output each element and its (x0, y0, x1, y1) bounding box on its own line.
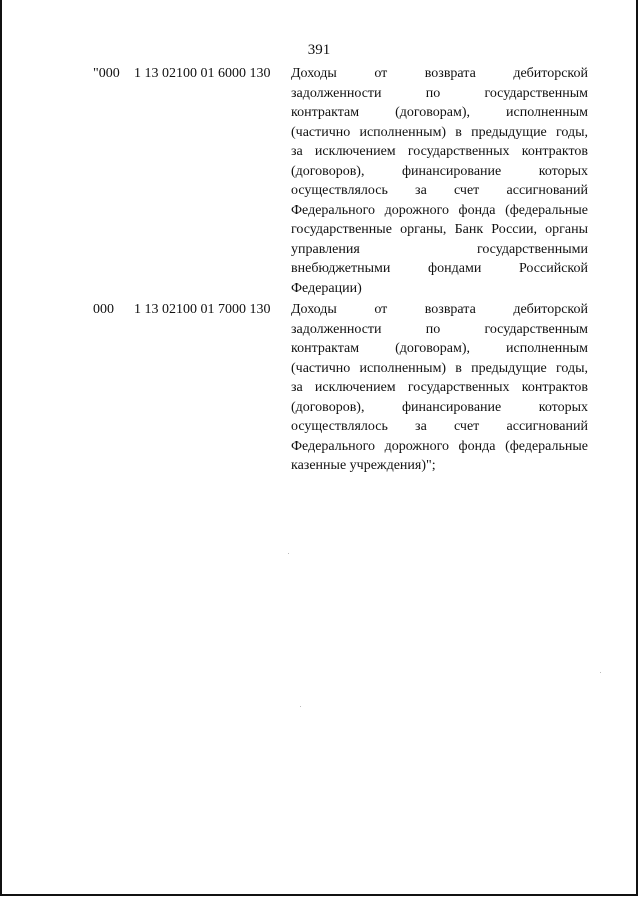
page-number: 391 (307, 42, 331, 58)
scan-speck (600, 672, 601, 673)
description-line: Федерации) (291, 280, 362, 296)
description-line: (частично исполненным) в предыдущие годы, (291, 360, 588, 376)
description-line: Федерального дорожного фонда (федеральные (291, 438, 588, 454)
scan-speck (300, 706, 301, 707)
entry-description (291, 64, 588, 298)
description-line: осуществлялось за счет ассигнований (291, 183, 588, 198)
scan-speck (288, 553, 289, 554)
description-line: (договоров), финансирование которых (291, 399, 588, 415)
entry-description (291, 300, 588, 476)
description-line: осуществлялось за счет ассигнований (291, 419, 588, 434)
description-line: Федерального дорожного фонда (федеральные (291, 202, 588, 218)
description-line: Доходы от возврата дебиторской (291, 302, 588, 317)
description-line: Доходы от возврата дебиторской (291, 66, 588, 81)
description-line: за исключением государственных контрактов (291, 144, 588, 159)
description-line: за исключением государственных контрактов (291, 380, 588, 395)
description-line: государственные органы, Банк России, органы (291, 222, 588, 237)
description-line: задолженности по государственным (291, 321, 588, 337)
kbk-code: 1 13 02100 01 6000 130 (134, 66, 271, 81)
admin-code: "000 (93, 66, 120, 81)
description-line: задолженности по государственным (291, 85, 588, 101)
admin-code: 000 (93, 302, 114, 317)
description-line: контрактам (договорам), исполненным (291, 105, 588, 120)
description-line: (частично исполненным) в предыдущие годы, (291, 124, 588, 140)
description-line: казенные учреждения)"; (291, 458, 436, 473)
description-line: контрактам (договорам), исполненным (291, 341, 588, 356)
description-line: внебюджетными фондами Российской (291, 261, 588, 276)
description-line: управления государственными (291, 241, 588, 257)
description-line: (договоров), финансирование которых (291, 163, 588, 179)
kbk-code: 1 13 02100 01 7000 130 (134, 302, 271, 317)
